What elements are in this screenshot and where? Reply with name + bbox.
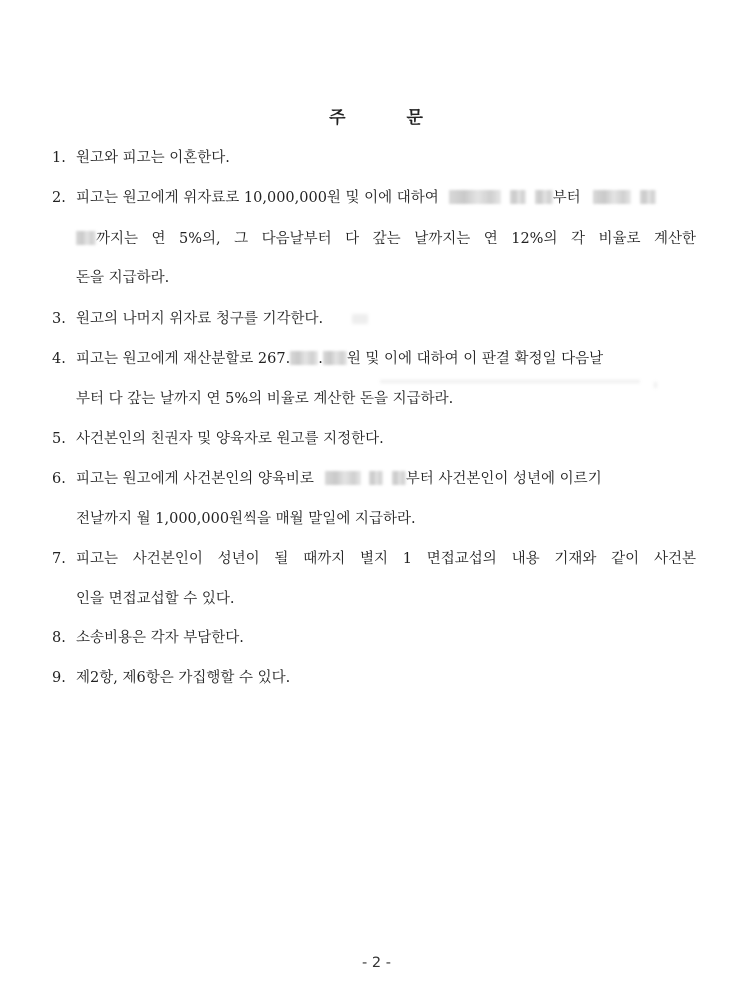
item-text: 돈을 지급하라. (76, 270, 170, 286)
item-number: 5. (52, 431, 66, 447)
item-text: 피고는 사건본인이 성년이 될 때까지 별지 1 면접교섭의 내용 기재와 같이 사건본 (76, 551, 696, 567)
redacted-date-start (510, 190, 526, 204)
item-text: 피고는 원고에게 사건본인의 양육비로 (76, 471, 314, 487)
item-text: 피고는 원고에게 재산분할로 267. (76, 351, 291, 367)
redacted-date-end (640, 190, 656, 204)
item-number: 4. (52, 351, 66, 367)
redacted-date-start (449, 190, 501, 204)
order-title (0, 103, 753, 128)
item-number: 7. (52, 551, 66, 567)
item-number: 2. (52, 190, 66, 206)
redacted-date-start (535, 190, 553, 204)
item-text: 피고는 원고에게 위자료로 10,000,000원 및 이에 대하여 (76, 190, 439, 206)
item-text: 전날까지 월 1,000,000원씩을 매월 말일에 지급하라. (76, 511, 416, 527)
item-number: 6. (52, 471, 66, 487)
redacted-date (392, 471, 406, 485)
item-text: 사건본인의 친권자 및 양육자로 원고를 지정한다. (76, 431, 384, 447)
redacted-date (325, 471, 361, 485)
item-number: 8. (52, 630, 66, 646)
redacted-amount (290, 351, 318, 365)
item-text: . (318, 351, 323, 367)
redacted-date-end (593, 190, 631, 204)
title-char-1: 주 (329, 108, 347, 128)
redacted-amount (323, 351, 347, 365)
item-text: 부터 사건본인이 성년에 이르기 (405, 471, 602, 487)
item-text: 부터 다 갚는 날까지 연 5%의 비율로 계산한 돈을 지급하라. (76, 391, 454, 407)
item-text: 원고의 나머지 위자료 청구를 기각한다. (76, 311, 324, 327)
scan-artifact (352, 314, 368, 324)
item-text: 부터 (552, 190, 581, 206)
item-number: 9. (52, 670, 66, 686)
item-text: 원 및 이에 대하여 이 판결 확정일 다음날 (346, 351, 604, 367)
item-text: 인을 면접교섭할 수 있다. (76, 591, 235, 607)
scan-artifact (380, 380, 640, 383)
page-number: - 2 - (362, 955, 391, 971)
redacted-date-end (76, 231, 96, 245)
redacted-date (369, 471, 383, 485)
item-text: 까지는 연 5%의, 그 다음날부터 다 갚는 날까지는 연 12%의 각 비율로 계산한 (96, 231, 696, 247)
item-number: 1. (52, 150, 66, 166)
scan-artifact (654, 382, 657, 388)
item-number: 3. (52, 311, 66, 327)
item-text: 제2항, 제6항은 가집행할 수 있다. (76, 670, 291, 686)
title-char-2: 문 (406, 108, 424, 128)
item-text: 소송비용은 각자 부담한다. (76, 630, 244, 646)
item-text: 원고와 피고는 이혼한다. (76, 150, 230, 166)
